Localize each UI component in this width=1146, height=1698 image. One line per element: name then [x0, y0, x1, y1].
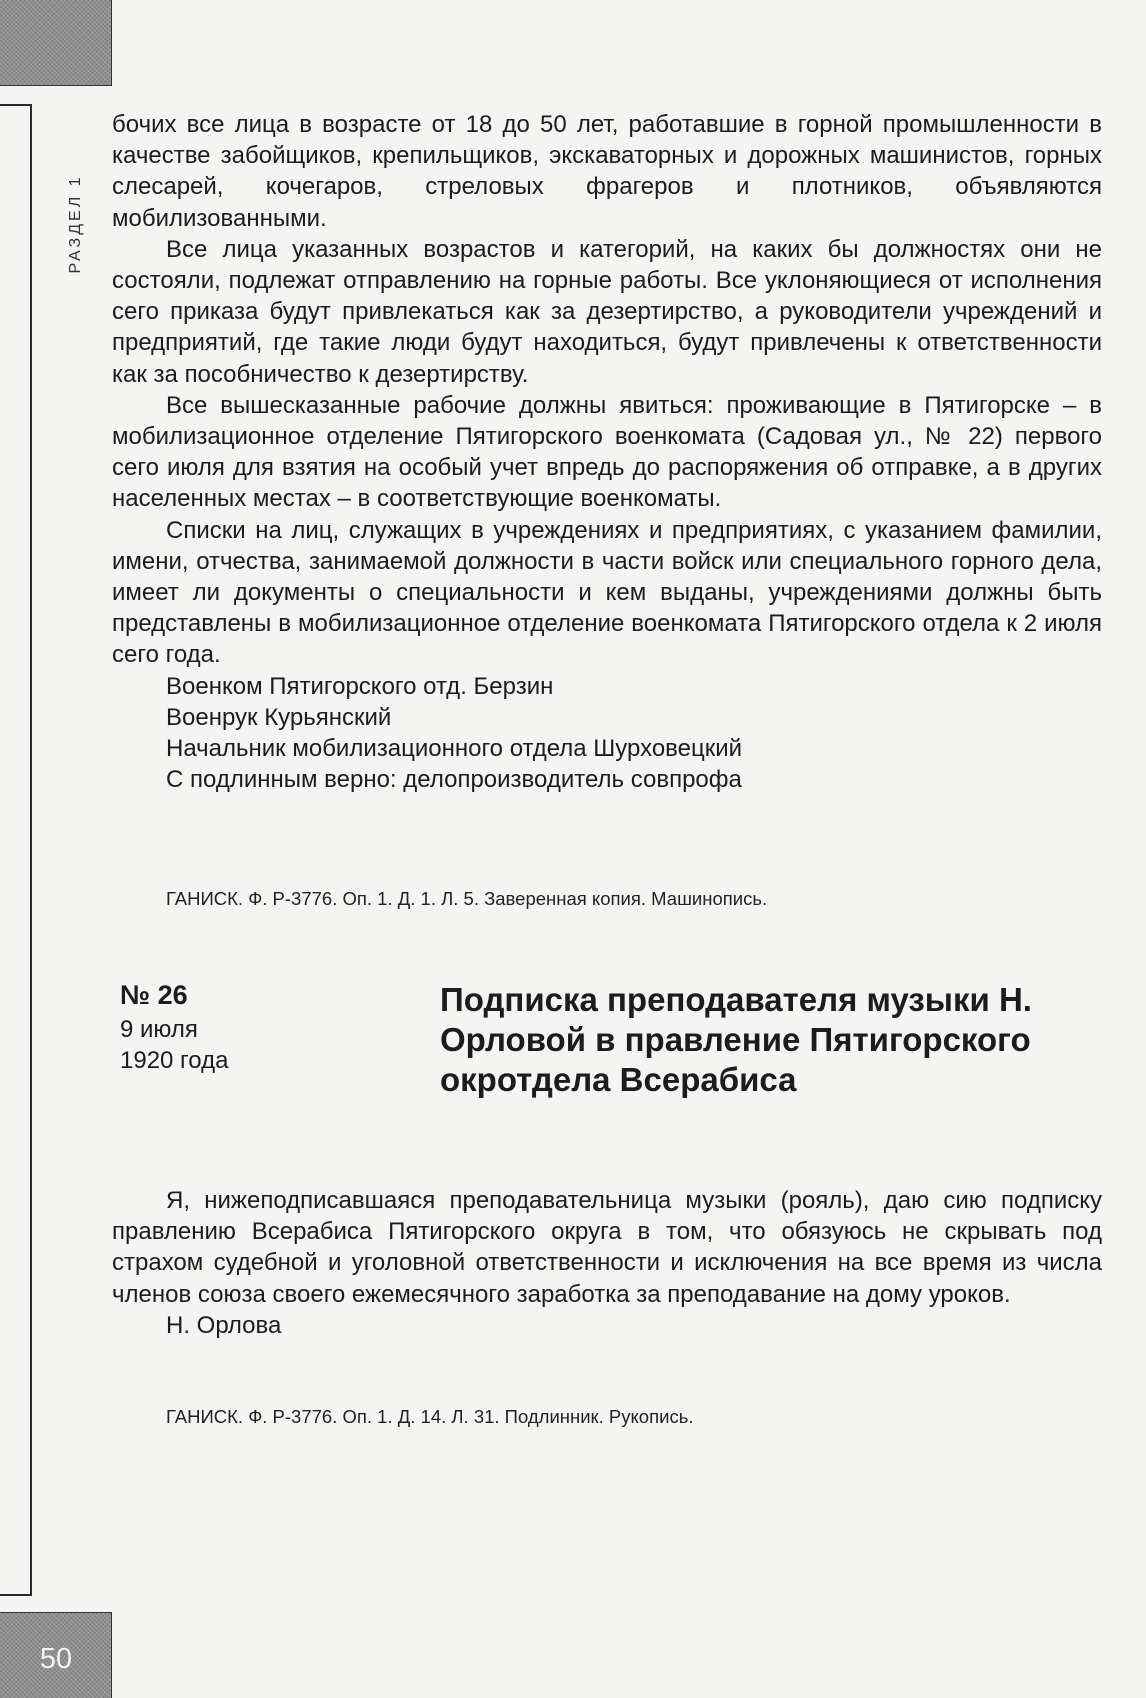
signature-line: Начальник мобилизационного отдела Шурховецкий [166, 735, 743, 763]
signature-line: Военрук Курьянский [166, 703, 392, 731]
date-year: 1920 года [120, 1047, 229, 1074]
paragraph: Все вышесказанные рабочие должны явиться: проживающие в Пятигорске – в мобилизационное отделение Пятигорского военкомата (Садовая ул., № 22) первого сего июля для взятия на особый учет впредь до распоряжения об отправке, а в других населенных местах – в соответствующие военкоматы. [112, 391, 1102, 513]
section-label: РАЗДЕЛ 1 [67, 174, 84, 274]
paragraph: Я, нижеподписавшаяся преподавательница музыки (рояль), даю сию подписку правлению Всерабиса Пятигорского округа в том, что обязуюсь не скрывать под страхом судебной и уголовной ответственности и исключения на все время из числа членов союза своего ежемесячного заработка за преподавание на дому уроков. [112, 1187, 1102, 1308]
archive-source: ГАНИСК. Ф. Р-3776. Оп. 1. Д. 1. Л. 5. Заверенная копия. Машинопись. [166, 888, 768, 909]
paragraph: Все лица указанных возрастов и категорий, на каких бы должностях они не состояли, подлежат отправлению на горные работы. Все уклоняющиеся от исполнения сего приказа будут привлекаться как за дезертирство, а руководители учреждений и предприятий, где такие люди будут находиться, будут привлечены к ответственности как за пособничество к дезертирству. [112, 235, 1102, 388]
page-number: 50 [39, 1643, 73, 1675]
page-corner-top [0, 0, 112, 86]
margin-frame [0, 104, 32, 1596]
paragraph: бочих все лица в возрасте от 18 до 50 лет, работавшие в горной промышленности в качестве забойщиков, крепильщиков, экскаваторных и дорожных машинистов, горных слесарей, кочегаров, стреловых фрагеров и плотников, объявляются мобилизованными. [112, 111, 1102, 232]
signature-line: Н. Орлова [166, 1311, 282, 1339]
document-number: № 26 [120, 980, 188, 1010]
document-date [120, 1014, 340, 1076]
document-26-header [120, 980, 1106, 1140]
date-day: 9 июля [120, 1016, 198, 1043]
archive-source: ГАНИСК. Ф. Р-3776. Оп. 1. Д. 14. Л. 31. Подлинник. Рукопись. [166, 1406, 694, 1427]
signature-line: С подлинным верно: делопроизводитель совпрофа [166, 766, 742, 794]
document-26-text [112, 1185, 1102, 1341]
document-25-text [112, 109, 1102, 795]
signature-line: Военком Пятигорского отд. Берзин [166, 672, 554, 700]
paragraph: Списки на лиц, служащих в учреждениях и предприятиях, с указанием фамилии, имени, отчества, занимаемой должности в части войск или специального горного дела, имеет ли документы о специальности и кем выданы, учреждениями должны быть представлены в мобилизационное отделение военкомата Пятигорского отдела к 2 июля сего года. [112, 516, 1102, 669]
document-title: Подписка преподавателя музыки Н. Орловой в правление Пятигорского окротдела Всерабиса [440, 981, 1032, 1098]
